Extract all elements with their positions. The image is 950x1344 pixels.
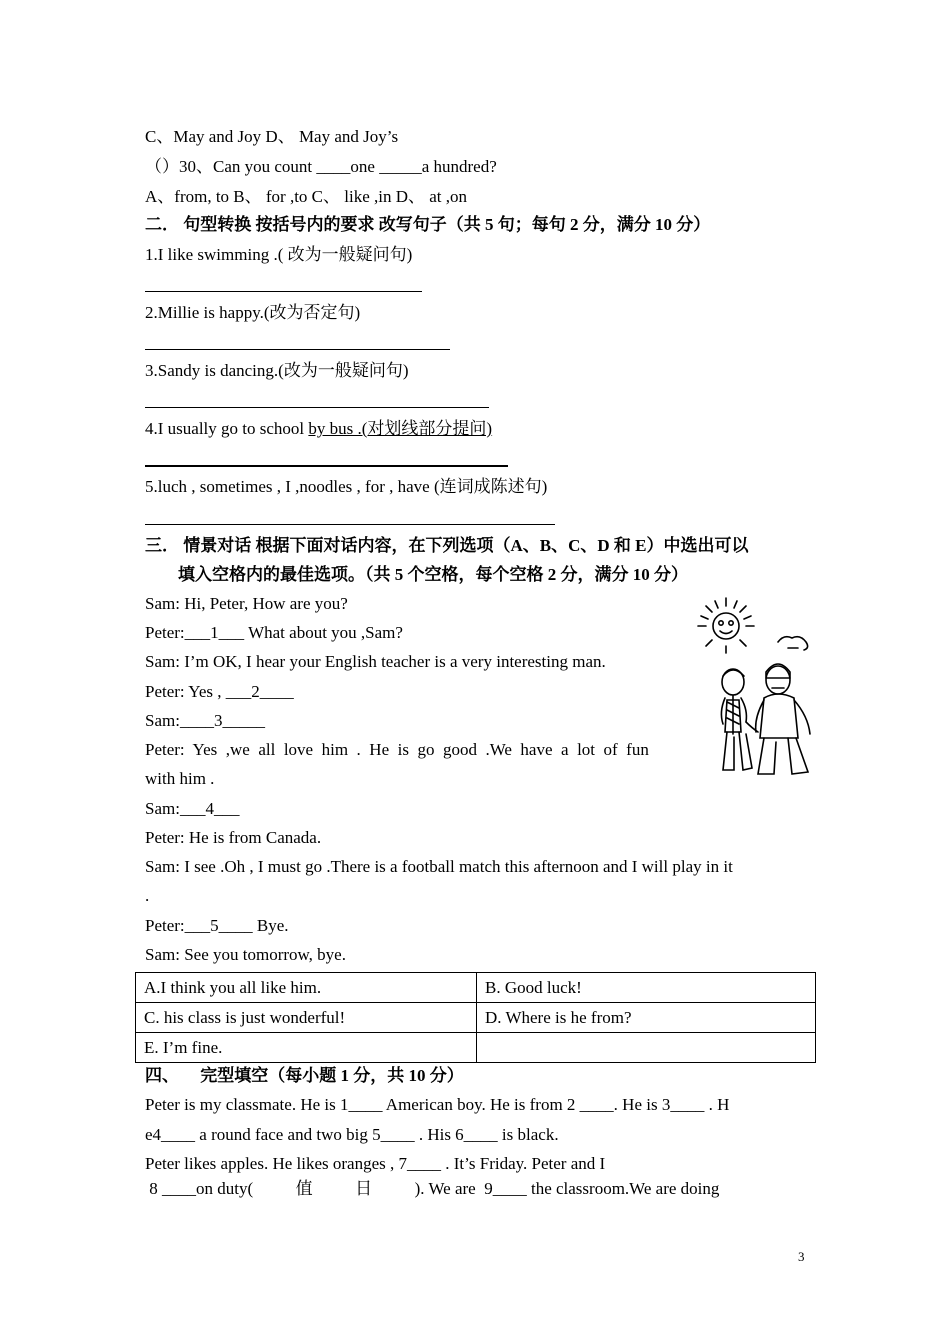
- option-d: D. Where is he from?: [477, 1003, 816, 1033]
- dialogue-line: Sam: Hi, Peter, How are you?: [145, 594, 348, 613]
- rewrite-question-1: 1.I like swimming .( 改为一般疑问句): [145, 245, 413, 264]
- question-30: （）30、Can you count ____one _____a hundred?: [145, 157, 497, 176]
- dialogue-line: Peter:___1___ What about you ,Sam?: [145, 623, 403, 642]
- cloze-paragraph-line: 8 ____on duty( 值 日 ). We are 9____ the classroom.We are doing: [145, 1179, 720, 1198]
- option-a: A.I think you all like him.: [136, 973, 477, 1003]
- cloze-paragraph-line: e4____ a round face and two big 5____ . His 6____ is black.: [145, 1125, 559, 1144]
- answer-line-3: [145, 407, 489, 408]
- kids-and-sun-illustration: [688, 592, 818, 782]
- section-2-title: 二． 句型转换 按括号内的要求 改写句子（共 5 句；每句 2 分，满分 10 分）: [145, 215, 711, 234]
- cloze-paragraph-line: Peter is my classmate. He is 1____ American boy. He is from 2 ____. He is 3____ . H: [145, 1095, 730, 1114]
- option-b: B. Good luck!: [477, 973, 816, 1003]
- option-c: C. his class is just wonderful!: [136, 1003, 477, 1033]
- page-number: 3: [798, 1249, 805, 1264]
- rewrite-question-4: [145, 418, 492, 440]
- rewrite-question-5: 5.luch , sometimes , I ,noodles , for , have (连词成陈述句): [145, 477, 548, 496]
- answer-line-4: [145, 465, 508, 467]
- dialogue-line: Sam: I’m OK, I hear your English teacher is a very interesting man.: [145, 652, 606, 671]
- option-empty: [477, 1033, 816, 1063]
- section-4-title: 四、 完型填空（每小题 1 分，共 10 分）: [145, 1066, 464, 1085]
- option-line-29-cd: C、May and Joy D、 May and Joy’s: [145, 127, 399, 146]
- answer-line-2: [145, 349, 450, 350]
- option-line-30: A、from, to B、 for ,to C、 like ,in D、 at ,on: [145, 187, 468, 206]
- rewrite-question-2: 2.Millie is happy.(改为否定句): [145, 303, 361, 322]
- dialogue-line: Sam: See you tomorrow, bye.: [145, 945, 346, 964]
- option-e: E. I’m fine.: [136, 1033, 477, 1063]
- section-3-title-cont: 填入空格内的最佳选项。（共 5 个空格，每个空格 2 分，满分 10 分）: [178, 565, 688, 584]
- section-3-title: 三． 情景对话 根据下面对话内容，在下列选项（A、B、C、D 和 E）中选出可以: [145, 536, 749, 555]
- answer-line-1: [145, 291, 422, 292]
- answer-line-5: [145, 524, 555, 525]
- dialogue-line: Peter: Yes , ___2____: [145, 682, 294, 701]
- cloze-paragraph-line: Peter likes apples. He likes oranges , 7____ . It’s Friday. Peter and I: [145, 1154, 606, 1173]
- dialogue-line: Sam:____3_____: [145, 711, 265, 730]
- dialogue-line: Peter:___5____ Bye.: [145, 916, 289, 935]
- question-4-text: 4.I usually go to school: [145, 419, 309, 438]
- options-table: [135, 972, 816, 1063]
- rewrite-question-3: 3.Sandy is dancing.(改为一般疑问句): [145, 361, 409, 380]
- dialogue-line: Sam: I see .Oh , I must go .There is a football match this afternoon and I will play in it: [145, 857, 733, 876]
- dialogue-line: Sam:___4___: [145, 799, 240, 818]
- dialogue-line: .: [145, 886, 150, 905]
- question-4-underlined: by bus .(对划线部分提问): [308, 419, 493, 438]
- dialogue-line: Peter: He is from Canada.: [145, 828, 322, 847]
- dialogue-line: Peter: Yes ,we all love him . He is go good .We have a lot of fun: [145, 740, 649, 759]
- dialogue-line: with him .: [145, 769, 215, 788]
